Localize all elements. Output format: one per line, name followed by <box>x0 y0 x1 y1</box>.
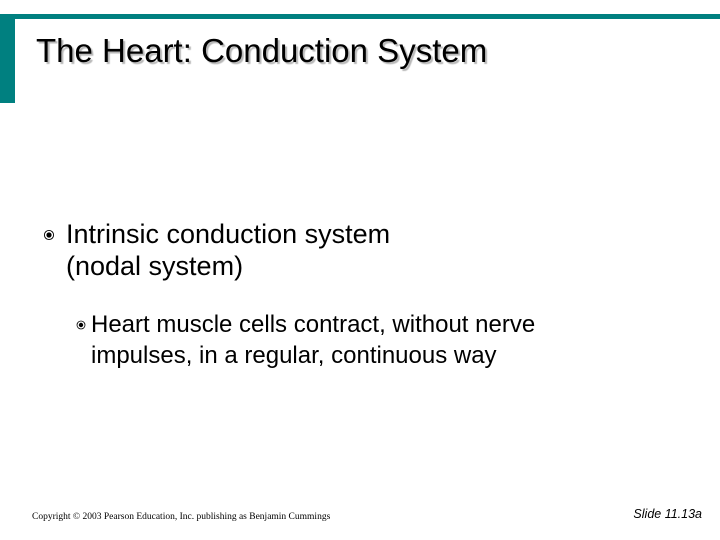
slide-number: Slide 11.13a <box>633 507 702 521</box>
bullet-item-level1 <box>32 218 672 282</box>
bullet-text-level2: Heart muscle cells contract, without nerve impulses, in a regular, continuous way <box>91 311 536 369</box>
bullet-text-level1: Intrinsic conduction system (nodal system) <box>66 219 391 281</box>
slide-title: The Heart: Conduction System <box>36 32 488 69</box>
copyright-notice: Copyright © 2003 Pearson Education, Inc. publishing as Benjamin Cummings <box>32 512 331 522</box>
bullet-item-level2 <box>71 309 691 371</box>
accent-bar-horizontal <box>0 14 720 19</box>
bullet-dot-icon <box>32 218 66 252</box>
accent-bar-vertical <box>0 14 15 103</box>
bullet-dot-icon <box>71 309 91 341</box>
